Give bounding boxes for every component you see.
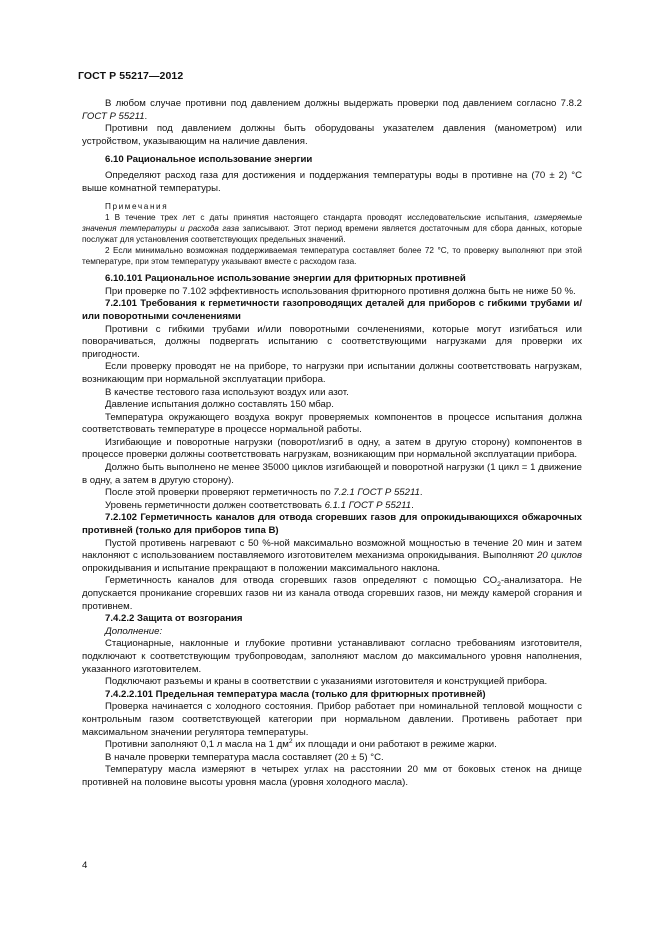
paragraph: Изгибающие и поворотные нагрузки (поворот/изгиб в одну, а затем в другую сторону) компонентов в процессе проверки должны соответствовать нагрузкам, возникающим при нормальной эксплуатации прибора. (82, 436, 582, 461)
paragraph: Если проверку проводят не на приборе, то нагрузки при испытании должны соответствовать нагрузкам, возникающим при нормальной эксплуатации прибора. (82, 361, 582, 385)
section-heading: 7.4.2.2 Защита от возгорания (105, 613, 243, 625)
page-number: 4 (82, 860, 88, 871)
paragraph (82, 500, 582, 513)
standard-reference: ГОСТ Р 55211 (82, 110, 145, 122)
section-heading: 7.2.102 Герметичность каналов для отвода сгоревших газов для опрокидывающихся обжарочных противней (только для приборов типа В) (82, 512, 582, 537)
text: В любом случае противни под давлением должны выдержать проверки под давлением согласно 7.8.2 (105, 98, 582, 109)
section-heading: 7.4.2.2.101 Предельная температура масла (только для фритюрных противней) (105, 688, 486, 700)
addition-label: Дополнение: (105, 625, 163, 637)
superscript: 2 (288, 737, 293, 745)
notes-heading: Примечания (105, 202, 169, 212)
text: записывают. Этот период времени является достаточным для сбора данных, которые послужат для установления соответствующих предельных значений. (82, 224, 582, 245)
note (82, 212, 582, 245)
paragraph: В качестве тестового газа используют воздух или азот. (105, 386, 349, 398)
paragraph (82, 487, 582, 500)
section-heading: 6.10.101 Рациональное использование энергии для фритюрных противней (105, 273, 466, 285)
paragraph (82, 575, 582, 613)
text: их площади и они работают в режиме жарки. (292, 739, 497, 751)
text: Уровень герметичности должен соответствовать (105, 499, 325, 511)
text: . (419, 487, 423, 499)
text: опрокидывания и испытание прекращают в положении максимального наклона. (82, 562, 441, 574)
paragraph (82, 739, 582, 752)
standard-reference: 7.2.1 ГОСТ Р 55211 (333, 487, 420, 499)
note: 2 Если минимально возможная поддерживаемая температура составляет более 72 °С, то проверку выполняют при этой температуре, при этом температуру указывают вместе с расходом газа. (82, 246, 582, 267)
running-header: ГОСТ Р 55217—2012 (78, 70, 184, 82)
text: Герметичность каналов для отвода сгоревших газов определяют с помощью СО (105, 575, 498, 587)
text: . (411, 499, 414, 511)
paragraph: Определяют расход газа для достижения и поддержания температуры воды в противне на (70 ± 2) °С выше комнатной температуры. (82, 169, 582, 194)
text: -анализатора. Не допускается проникание сгоревших газов ни из канала отвода сгоревших газов, ни между камерой сгорания и противнем. (82, 575, 582, 612)
paragraph: Давление испытания должно составлять 150 мбар. (105, 399, 334, 411)
emphasis: измеряемые значения температуры и расхода газа (82, 213, 582, 234)
section-heading: 7.2.101 Требования к герметичности газопроводящих деталей для приборов с гибкими трубами и/или поворотными сочленениями (82, 298, 582, 322)
subscript: 2 (497, 581, 501, 589)
text: 1 В течение трех лет с даты принятия настоящего стандарта проводят исследовательские испытания, (105, 213, 535, 223)
paragraph (82, 98, 582, 123)
paragraph: Стационарные, наклонные и глубокие противни устанавливают согласно требованиям изготовителя, подключают к соответствующим трубопроводам, заполняют маслом до максимального уровня наполнения, указанного изготовителем. (82, 638, 582, 675)
paragraph: Температура окружающего воздуха вокруг проверяемых компонентов в процессе испытания должна соответствовать температуре в процессе нормальной работы. (82, 411, 582, 436)
paragraph: Должно быть выполнено не менее 35000 циклов изгибающей и поворотной нагрузки (1 цикл = 1 движение в одну, а затем в другую сторону). (82, 462, 582, 486)
paragraph: В начале проверки температура масла составляет (20 ± 5) °С. (105, 751, 384, 763)
paragraph: Температуру масла измеряют в четырех углах на расстоянии 20 мм от боковых стенок на днище противней на половине высоты уровня масла (уровня холодного масла). (82, 764, 582, 788)
section-heading: 6.10 Рациональное использование энергии (105, 154, 313, 166)
text: Противни заполняют 0,1 л масла на 1 дм (105, 739, 289, 751)
paragraph: Подключают разъемы и краны в соответствии с указаниями изготовителя и конструкцией прибора. (105, 676, 548, 688)
text: Пустой противень нагревают с 50 %-ной максимально возможной мощностью в течение 20 мин и затем наклоняют с использованием поставляемого изготовителем механизма опрокидывания. Выполняют (82, 537, 582, 562)
emphasis: 20 циклов (537, 550, 582, 562)
text: После этой проверки проверяют герметичность по (105, 487, 334, 499)
page-body (82, 98, 582, 790)
text: . (144, 110, 148, 122)
paragraph (82, 538, 582, 576)
paragraph: Проверка начинается с холодного состояния. Прибор работает при номинальной тепловой мощности с контрольным газом соответствующей категории при нормальном давлении. Противень работает при максимальном значении регулятора температуры. (82, 701, 582, 738)
paragraph: Противни под давлением должны быть оборудованы указателем давления (манометром) или устройством, указывающим на наличие давления. (82, 123, 582, 147)
paragraph: При проверке по 7.102 эффективность использования фритюрного противня должна быть не ниже 50 %. (105, 285, 576, 297)
standard-reference: 6.1.1 ГОСТ Р 55211 (324, 499, 412, 511)
paragraph: Противни с гибкими трубами и/или поворотными сочленениями, которые могут изгибаться или поворачиваться, должны подвергать испытанию с соответствующими нагрузками для проверки их пригодности. (82, 323, 582, 360)
